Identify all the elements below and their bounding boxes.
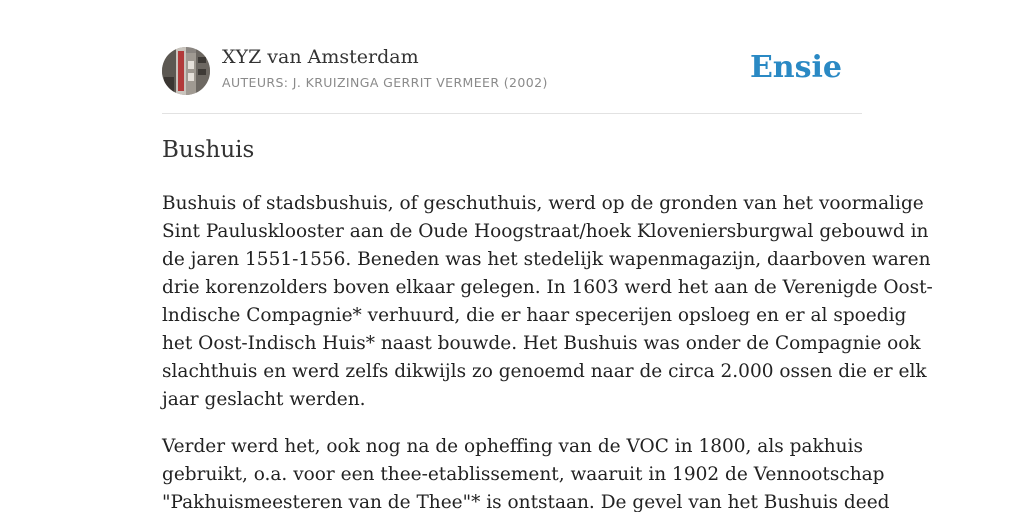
book-cover-image: [162, 47, 210, 95]
page: [162, 0, 933, 512]
book-cover-avatar[interactable]: [162, 47, 210, 95]
paragraph-line: slachthuis en werd zelfs dikwijls zo genoemd naar de circa 2.000 ossen die er elk: [162, 361, 927, 382]
paragraph: [162, 433, 890, 512]
header: [162, 0, 862, 114]
entry-body: [162, 190, 933, 512]
paragraph-line: gebruikt, o.a. voor een thee-etablissement, waaruit in 1902 de Vennootschap: [162, 464, 885, 485]
paragraph-line: de jaren 1551-1556. Beneden was het stedelijk wapenmagazijn, daarboven waren: [162, 249, 931, 270]
paragraph-line: het Oost-Indisch Huis* naast bouwde. Het Bushuis was onder de Compagnie ook: [162, 333, 921, 354]
paragraph-line: lndische Compagnie* verhuurd, die er haar specerijen opsloeg en er al spoedig: [162, 305, 907, 326]
book-title[interactable]: XYZ van Amsterdam: [222, 46, 419, 68]
paragraph: [162, 190, 933, 414]
paragraph-line: jaar geslacht werden.: [162, 389, 366, 410]
entry-title: Bushuis: [162, 137, 255, 163]
authors-line: AUTEURS: J. KRUIZINGA GERRIT VERMEER (2002): [222, 75, 548, 90]
paragraph-line: Bushuis of stadsbushuis, of geschuthuis, werd op de gronden van het voormalige: [162, 193, 924, 214]
brand-logo-link[interactable]: Ensie: [749, 50, 842, 85]
paragraph-line: Sint Paulusklooster aan de Oude Hoogstraat/hoek Kloveniersburgwal gebouwd in: [162, 221, 929, 242]
paragraph-line: drie korenzolders boven elkaar gelegen. In 1603 werd het aan de Verenigde Oost-: [162, 277, 933, 298]
paragraph-line: "Pakhuismeesteren van de Thee"* is ontstaan. De gevel van het Bushuis deed: [162, 492, 890, 512]
paragraph-line: Verder werd het, ook nog na de opheffing van de VOC in 1800, als pakhuis: [162, 436, 863, 457]
